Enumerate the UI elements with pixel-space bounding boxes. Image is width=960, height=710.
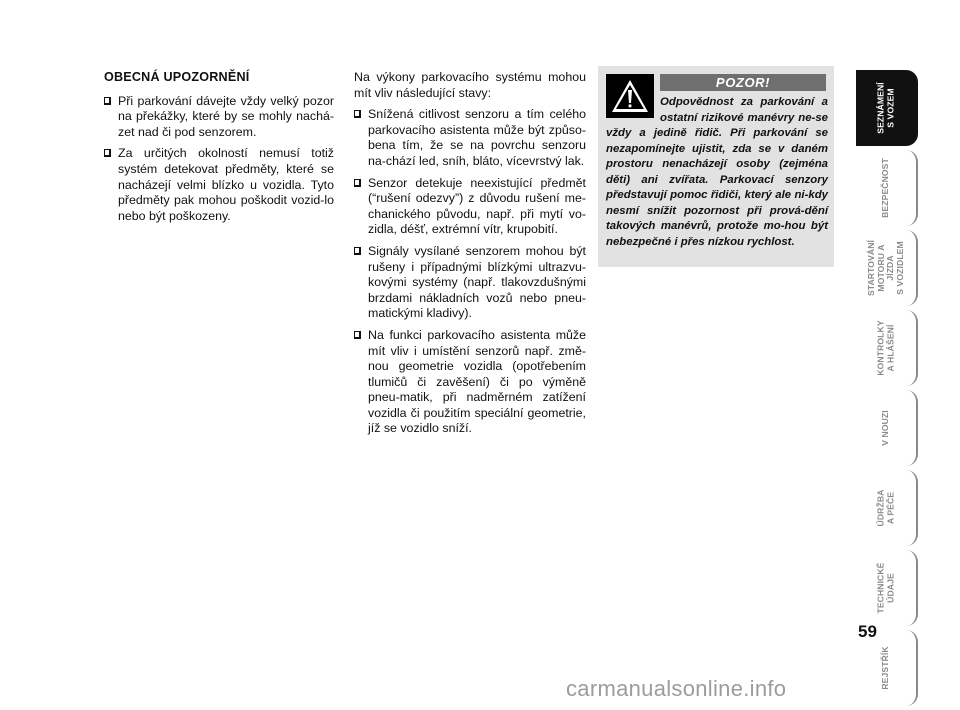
tab-label: KONTROLKY A HLÁŠENÍ xyxy=(875,320,895,376)
warning-text: Odpovědnost za parkování a ostatní rizikové manévry ne-se vždy a jedině řidič. Při parkování se nezapomínejte ujistit, zda se v daném prostoru nenacházejí osoby (zejména děti) ani zvířata. Parkovací senzory představují pomoc řidiči, který ale ni-kdy nesmí snížit pozornost při prová-dění takových manévrů, protože mo-hou být nebezpečné i přes nízkou rychlost. xyxy=(606,96,828,248)
tab-kontrolky[interactable] xyxy=(856,310,918,386)
warning-heading: POZOR! xyxy=(660,74,826,91)
list-item-text: Při parkování dávejte vždy velký pozor na překážky, které by se mohly nachá-zet nad či pod senzorem. xyxy=(118,93,334,139)
checkbox-bullet-icon xyxy=(104,97,111,105)
list-item-text: Snížená citlivost senzoru a tím celého parkovacího asistenta může být způso-bena tím, že se na povrchu senzoru na-chází led, sníh, bláto, vícevrstvý lak. xyxy=(368,107,586,168)
tab-label: ÚDRŽBA A PÉČE xyxy=(875,489,895,527)
tab-label: STARTOVÁNÍ MOTORU A JÍZDA S VOZIDLEM xyxy=(865,239,905,297)
checkbox-bullet-icon xyxy=(354,331,361,339)
tab-bezpecnost[interactable] xyxy=(856,150,918,226)
tab-technicke-udaje[interactable] xyxy=(856,550,918,626)
middle-column xyxy=(354,70,586,443)
tab-seznameni-s-vozem[interactable] xyxy=(856,70,918,146)
list-item xyxy=(104,94,334,141)
tab-label: TECHNICKÉ ÚDAJE xyxy=(875,562,895,614)
watermark: carmanualsonline.info xyxy=(566,676,787,701)
checkbox-bullet-icon xyxy=(354,247,361,255)
tab-startovani[interactable] xyxy=(856,230,918,306)
list-item-text: Senzor detekuje neexistující předmět (“rušení odezvy”) z důvodu rušení me-chanického původu, např. při mytí vo-zidla, déšť, extrémní vítr, krupobití. xyxy=(368,175,586,237)
warning-box xyxy=(598,66,834,267)
tab-label: BEZPEČNOST xyxy=(880,158,891,218)
tab-label: V NOUZI xyxy=(880,410,891,446)
section-heading: OBECNÁ UPOZORNĚNÍ xyxy=(104,70,250,84)
chapter-tabs xyxy=(856,70,918,710)
tab-label: SEZNÁMENÍ S VOZEM xyxy=(875,82,895,134)
list-item-text: Signály vysílané senzorem mohou být rušeny i případnými blízkými ultrazvu-kovými systémy (např. tlakovzdušnými brzdami nákladních vozů nebo pneu-matickými kladivy). xyxy=(368,243,586,321)
intro-paragraph: Na výkony parkovacího systému mohou mít vliv následující stavy: xyxy=(354,70,586,100)
tab-v-nouzi[interactable] xyxy=(856,390,918,466)
page-number: 59 xyxy=(858,622,877,641)
list-item xyxy=(354,176,586,238)
list-item xyxy=(354,244,586,322)
checkbox-bullet-icon xyxy=(104,149,111,157)
checkbox-bullet-icon xyxy=(354,110,361,118)
tab-label: REJSTŘÍK xyxy=(880,646,891,690)
list-item-text: Na funkci parkovacího asistenta může mít vliv i umístění senzorů např. změ-nou geometrie vozidla (opotřebením tlumičů či zavěšení) či po výměně pneu-matik, při nadměrném zatížení vozidla či použitím speciální geometrie, jíž se vozidlo sníží. xyxy=(368,327,586,436)
list-item xyxy=(354,107,586,169)
list-item-text: Za určitých okolností nemusí totiž systém detekovat předměty, které se nacházejí velmi blízko u vozidla. Tyto předměty pak mohou poškodit vozid-lo nebo být poškozeny. xyxy=(118,146,334,223)
list-item xyxy=(104,146,334,224)
left-column xyxy=(104,70,334,230)
checkbox-bullet-icon xyxy=(354,179,361,187)
tab-udrzba[interactable] xyxy=(856,470,918,546)
list-item xyxy=(354,328,586,437)
